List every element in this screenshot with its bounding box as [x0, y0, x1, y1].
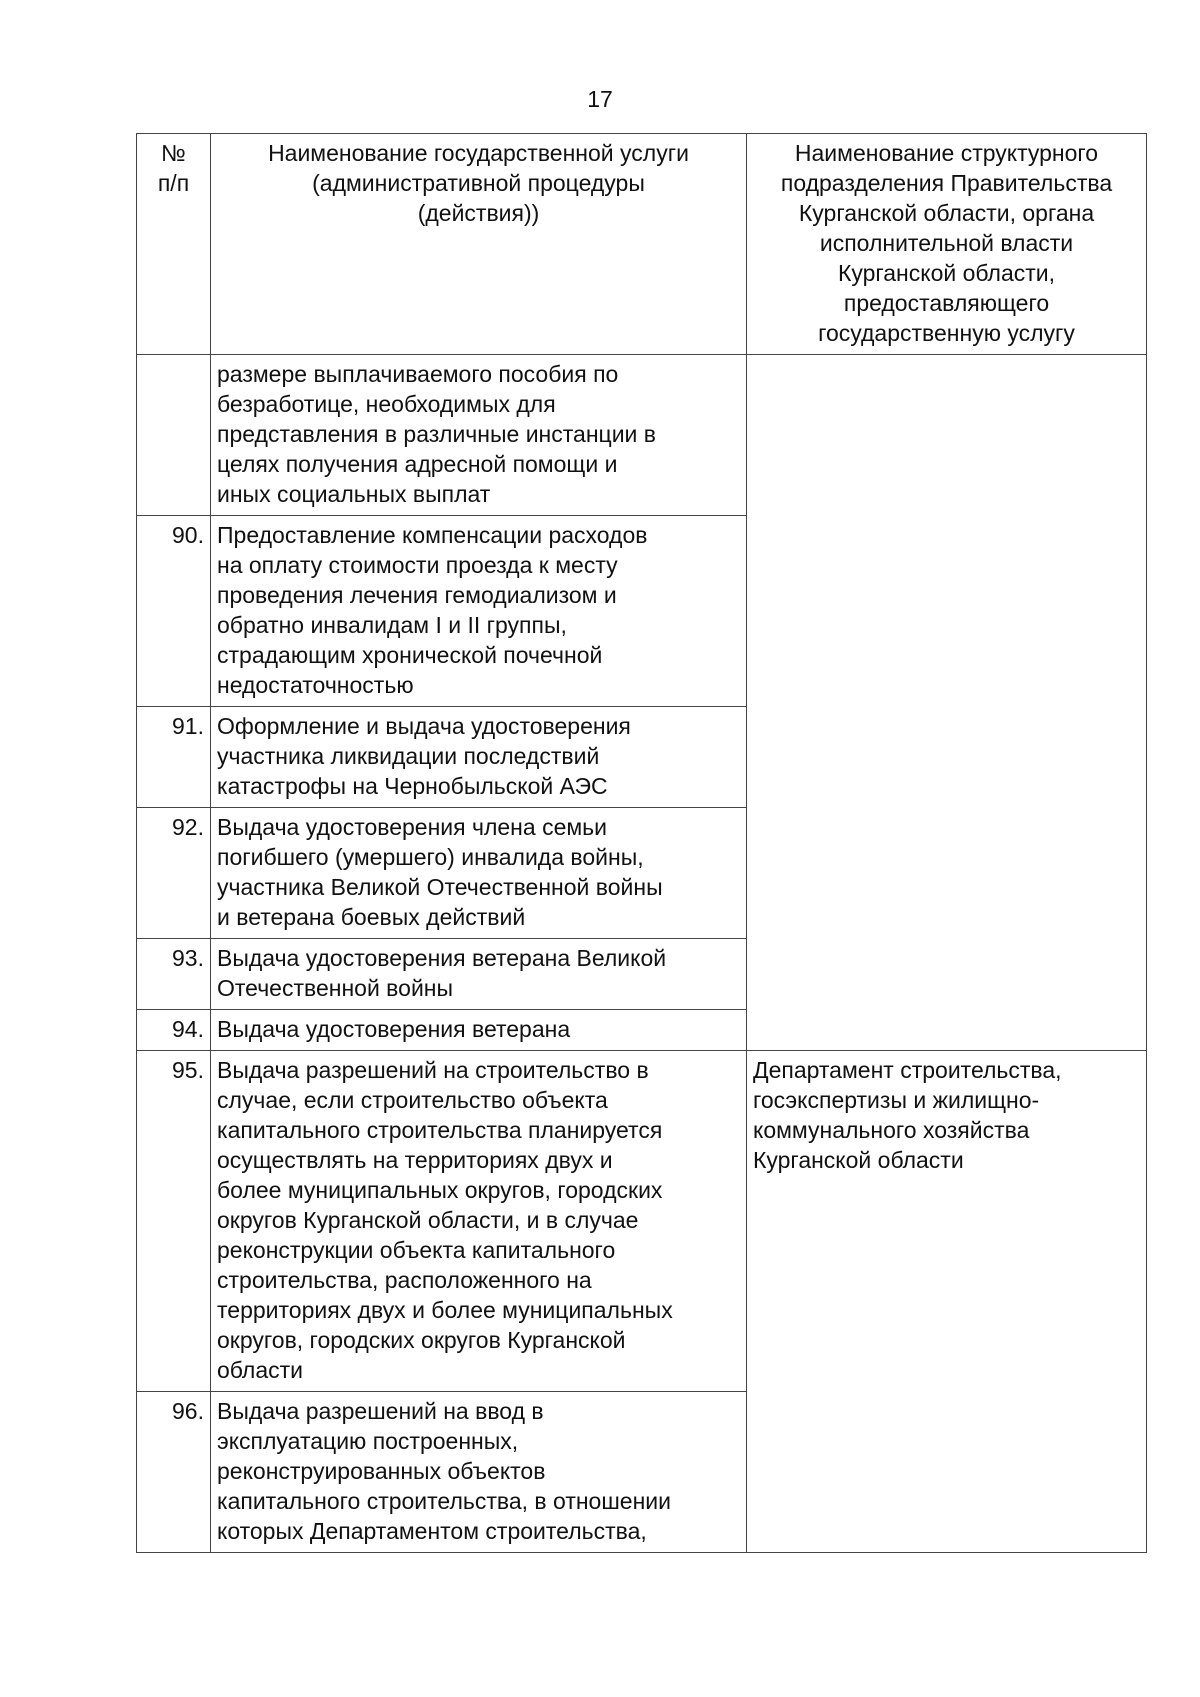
service-line: погибшего (умершего) инвалида войны,	[217, 844, 644, 870]
row-number: 90.	[137, 516, 211, 707]
service-line: более муниципальных округов, городских	[217, 1177, 663, 1203]
header-line: исполнительной власти	[819, 230, 1074, 256]
service-name	[211, 808, 747, 939]
service-line: целях получения адресной помощи и	[217, 451, 618, 477]
department-line: госэкспертизы и жилищно-	[753, 1087, 1040, 1113]
department-line: Департамент строительства,	[753, 1057, 1062, 1083]
service-line: Оформление и выдача удостоверения	[217, 713, 631, 739]
service-line: капитального строительства, в отношении	[217, 1488, 671, 1514]
service-line: Выдача разрешений на ввод в	[217, 1398, 544, 1424]
row-number	[137, 355, 211, 516]
service-line: представления в различные инстанции в	[217, 421, 656, 447]
service-line: округов Курганской области, и в случае	[217, 1207, 639, 1233]
department-line: Курганской области	[753, 1147, 964, 1173]
service-line: размере выплачиваемого пособия по	[217, 361, 619, 387]
header-line: (административной процедуры	[312, 170, 645, 196]
service-line: случае, если строительство объекта	[217, 1087, 608, 1113]
department-name	[747, 1051, 1147, 1553]
service-line: и ветерана боевых действий	[217, 904, 526, 930]
row-number: 94.	[137, 1010, 211, 1051]
service-line: Выдача удостоверения члена семьи	[217, 814, 608, 840]
header-line: №	[161, 140, 186, 166]
header-line: предоставляющего	[843, 290, 1050, 316]
header-line: (действия))	[417, 200, 540, 226]
service-line: округов, городских округов Курганской	[217, 1327, 626, 1353]
service-line: иных социальных выплат	[217, 481, 491, 507]
header-department	[747, 134, 1147, 355]
service-line: которых Департаментом строительства,	[217, 1518, 647, 1544]
service-line: строительства, расположенного на	[217, 1267, 592, 1293]
service-line: реконструкции объекта капитального	[217, 1237, 616, 1263]
service-name	[211, 939, 747, 1010]
services-table	[136, 133, 1147, 1553]
service-line: участника ликвидации последствий	[217, 743, 600, 769]
service-name	[211, 1010, 747, 1051]
row-number: 95.	[137, 1051, 211, 1392]
department-cell-empty	[747, 355, 1147, 1051]
service-name	[211, 707, 747, 808]
service-line: Отечественной войны	[217, 975, 454, 1001]
service-line: капитального строительства планируется	[217, 1117, 663, 1143]
header-line: Наименование структурного	[794, 140, 1099, 166]
service-line: участника Великой Отечественной войны	[217, 874, 663, 900]
service-line: страдающим хронической почечной	[217, 642, 603, 668]
service-name	[211, 516, 747, 707]
row-number: 96.	[137, 1392, 211, 1553]
service-line: реконструированных объектов	[217, 1458, 546, 1484]
header-line: государственную услугу	[818, 320, 1075, 346]
service-line: проведения лечения гемодиализом и	[217, 582, 617, 608]
header-line: Курганской области, органа	[798, 200, 1095, 226]
service-line: обратно инвалидам I и II группы,	[217, 612, 567, 638]
header-line: Курганской области,	[837, 260, 1056, 286]
row-number: 93.	[137, 939, 211, 1010]
service-line: области	[217, 1357, 304, 1383]
department-line: коммунального хозяйства	[753, 1117, 1030, 1143]
service-line: Выдача удостоверения ветерана	[217, 1016, 571, 1042]
header-line: подразделения Правительства	[780, 170, 1113, 196]
row-number: 92.	[137, 808, 211, 939]
header-service-name	[211, 134, 747, 355]
service-line: территориях двух и более муниципальных	[217, 1297, 673, 1323]
service-line: эксплуатацию построенных,	[217, 1428, 519, 1454]
service-line: недостаточностью	[217, 672, 414, 698]
service-line: Выдача удостоверения ветерана Великой	[217, 945, 667, 971]
service-line: Предоставление компенсации расходов	[217, 522, 648, 548]
row-number: 91.	[137, 707, 211, 808]
table-header-row	[137, 134, 1147, 355]
service-line: катастрофы на Чернобыльской АЭС	[217, 773, 608, 799]
service-line: Выдача разрешений на строительство в	[217, 1057, 649, 1083]
service-name	[211, 1392, 747, 1553]
service-name	[211, 1051, 747, 1392]
service-name	[211, 355, 747, 516]
service-line: безработице, необходимых для	[217, 391, 556, 417]
table-row	[137, 355, 1147, 516]
header-number	[137, 134, 211, 355]
header-line: Наименование государственной услуги	[268, 140, 689, 166]
service-line: осуществлять на территориях двух и	[217, 1147, 613, 1173]
header-line: п/п	[157, 170, 190, 196]
table-row	[137, 1051, 1147, 1392]
service-line: на оплату стоимости проезда к месту	[217, 552, 618, 578]
page-number: 17	[587, 86, 613, 112]
